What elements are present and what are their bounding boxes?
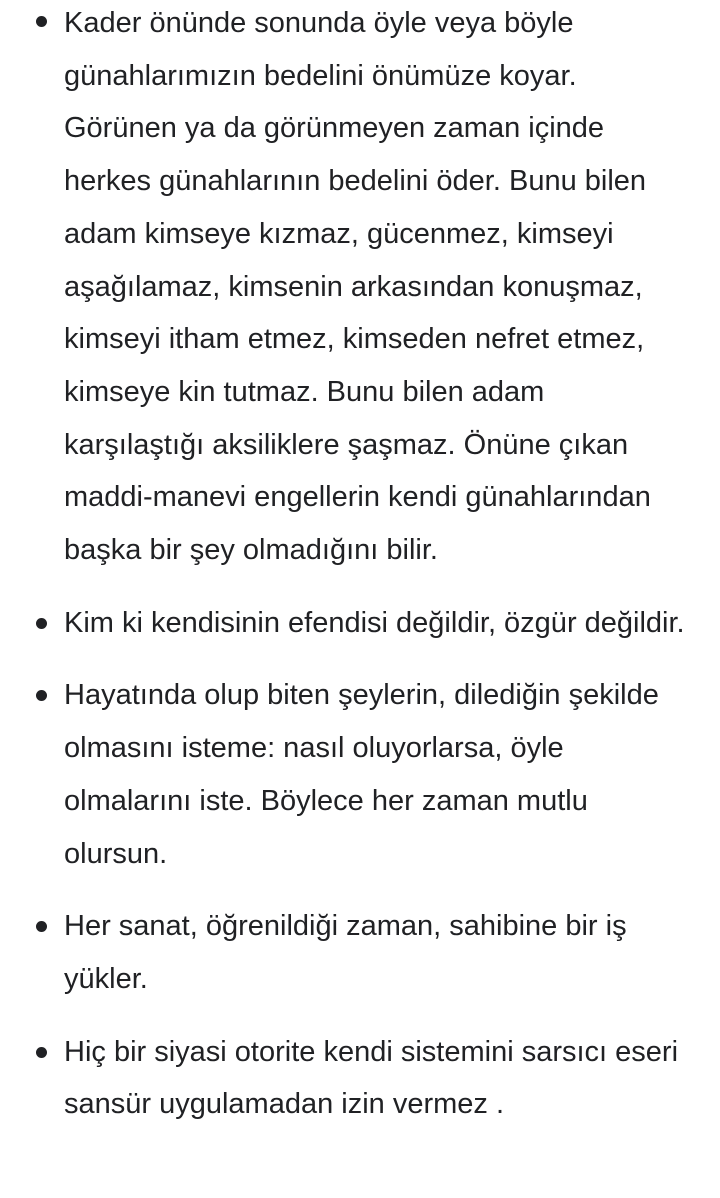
quote-text: Hiç bir siyasi otorite kendi sistemini sarsıcı eseri sansür uygulamadan izin vermez . bbox=[64, 1035, 679, 1121]
quote-text: Her sanat, öğrenildiği zaman, sahibine bir iş yükler. bbox=[64, 910, 627, 995]
bullet-dot bbox=[36, 618, 47, 629]
quote-text: Kim ki kendisinin efendisi değildir, özgür değildir. bbox=[64, 606, 685, 639]
quote-text: Kader önünde sonunda öyle veya böyle günahlarımızın bedelini önümüze koyar. Görünen ya da görünmeyen zaman içinde herkes günahlarının bedelini öder. Bunu bilen adam kimseye kızmaz, gücenmez, kimseyi aşağılamaz, kimsenin arkasından konuşmaz, kimseyi itham etmez, kimseden nefret etmez, kimseye kin tutmaz. Bunu bilen adam karşılaştığı aksiliklere şaşmaz. Önüne çıkan maddi-manevi engellerin kendi günahlarından başka bir şey olmadığını bilir. bbox=[64, 7, 651, 567]
list-item bbox=[0, 1026, 720, 1131]
bullet-dot bbox=[36, 921, 47, 932]
bullet-dot bbox=[36, 16, 47, 27]
bullet-dot bbox=[36, 1047, 47, 1058]
bullet-dot bbox=[36, 690, 47, 701]
list-item bbox=[0, 900, 720, 1005]
list-item bbox=[0, 669, 720, 880]
quote-text: Hayatında olup biten şeylerin, dilediğin şekilde olmasını isteme: nasıl oluyorlarsa, öyle olmalarını iste. Böylece her zaman mutlu olursun. bbox=[64, 679, 659, 870]
list-item bbox=[0, 0, 720, 577]
list-item bbox=[0, 597, 720, 650]
